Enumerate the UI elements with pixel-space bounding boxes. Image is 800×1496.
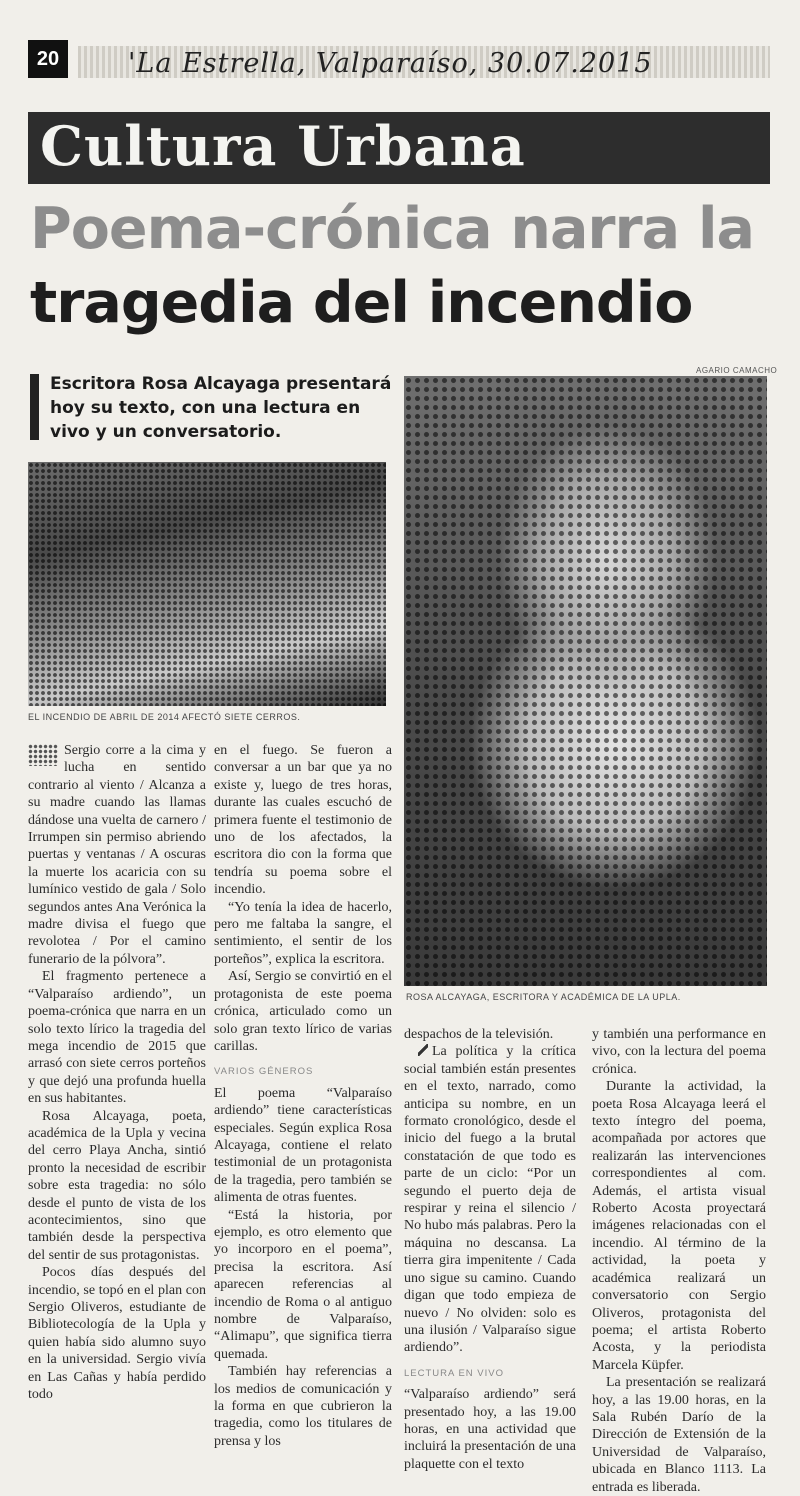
article-column-3: [404, 1026, 576, 1473]
portrait-photo: [404, 376, 767, 986]
paragraph: El fragmento pertenece a “Valparaíso ardiendo”, un poema-crónica que narra en un solo texto lírico la tragedia del mega incendio de 2015 que arrasó con siete cerros porteños y que dejó una profunda huella en sus habitantes.: [28, 969, 206, 1107]
paragraph: despachos de la televisión.: [404, 1027, 554, 1042]
paragraph: El poema “Valparaíso ardiendo” tiene características especiales. Según explica Rosa Alcayaga, contiene el relato testimonial de un protagonista de la tragedia, pero también se alimenta de otras fuentes.: [214, 1085, 392, 1206]
subhead-varios-generos: VARIOS GÉNEROS: [214, 1066, 314, 1078]
paragraph: También hay referencias a los medios de comunicación y la forma en que cubrieron la tragedia, como los titulares de prensa y los: [214, 1364, 392, 1449]
headline-line-2: tragedia del incendio: [30, 270, 693, 336]
paragraph: La presentación se realizará hoy, a las 19.00 horas, en la Sala Rubén Darío de la Dirección de Extensión de la Universidad de Valparaíso, ubicada en Blanco 1113. La entrada es liberada.: [592, 1375, 766, 1495]
fire-photo: [28, 462, 386, 706]
subhead-lectura-en-vivo: LECTURA EN VIVO: [404, 1367, 504, 1379]
paragraph: y también una performance en vivo, con la lectura del poema crónica.: [592, 1027, 766, 1077]
paragraph: “Valparaíso ardiendo” será presentado hoy, a las 19.00 horas, en una actividad que incluirá la presentación de una plaquette con el texto: [404, 1387, 576, 1472]
page-number: 20: [28, 40, 68, 78]
paragraph: Así, Sergio se convirtió en el protagonista de este poema crónica, articulado como un solo gran texto lírico de varias carillas.: [214, 969, 392, 1054]
paragraph: “Está la historia, por ejemplo, es otro elemento que yo incorporo en el poema”, precisa la escritora. Así aparecen referencias al incendio de Roma o al antiguo nombre de Valparaíso, “Alimapu”, que significa tierra quemada.: [214, 1207, 392, 1362]
paragraph: Durante la actividad, la poeta Rosa Alcayaga leerá el texto íntegro del poema, acompañada por actores que realizarán las intervenciones correspondientes al com. Además, el artista visual Roberto Acosta proyectará imágenes relacionadas con el incendio. Al término de la actividad, la poeta y académica realizará un conversatorio con Sergio Oliveros, protagonista del poema; el artista Roberto Acosta, y la periodista Marcela Küpfer.: [592, 1079, 766, 1373]
portrait-photo-caption: ROSA ALCAYAGA, ESCRITORA Y ACADÉMICA DE LA UPLA.: [406, 992, 681, 1002]
paragraph: [404, 1043, 576, 1356]
lead-text: Escritora Rosa Alcayaga presentará hoy su texto, con una lectura en vivo y un conversatorio.: [50, 374, 392, 442]
fire-photo-caption: EL INCENDIO DE ABRIL DE 2014 AFECTÓ SIETE CERROS.: [28, 712, 301, 722]
paragraph: [28, 742, 206, 968]
paragraph: “Yo tenía la idea de hacerlo, pero me faltaba la sangre, el sentimiento, el sentir de los porteños”, explica la escritora.: [214, 899, 392, 967]
article-column-4: [592, 1026, 766, 1496]
photo-credit: AGARIO CAMACHO: [696, 366, 778, 375]
lead-bar: [30, 374, 39, 440]
article-column-2: [214, 742, 392, 1450]
handwritten-note: 'La Estrella, Valparaíso, 30.07.2015: [128, 48, 653, 79]
paragraph-text: La política y la crítica social también están presentes en el texto, narrado, como anticipa su nombre, en un formato cronológico, desde el inicio del fuego a la brutal constatación de que todo es parte de un ciclo: “Por un segundo el puerto deja de respirar y reina el silencio / No hubo más palabras. Pero la máquina no descansa. La tierra gira impenitente / Cada uno sigue su camino. Cuando digan que todo empieza de nuevo / No olviden: solo es una ilusión / Valparaíso sigue ardiendo”.: [404, 1044, 576, 1356]
paragraph-text: Sergio corre a la cima y lucha en sentido contrario al viento / Alcanza a su madre cuando las llamas dándose una vuelta de carnero / Irrumpen sin permiso abriendo puertas y ventanas / A oscuras la muerte los acaricia con su lumínico vestido de gala / Solo segundos antes Ana Verónica la madre divisa el fuego que revolotea / Por el camino funerario de la pólvora”.: [28, 743, 206, 967]
paragraph: en el fuego. Se fueron a conversar a un bar que ya no existe y, luego de tres horas, durante las cuales escuchó de primera fuente el testimonio de uno de los afectados, la escritora dio con la forma que tendría su poema sobre el incendio.: [214, 743, 392, 898]
dropcap-ornament: [28, 744, 58, 766]
quill-icon: [418, 1044, 428, 1056]
headline-line-1: Poema-crónica narra la: [30, 196, 754, 262]
paragraph: Pocos días después del incendio, se topó en el plan con Sergio Oliveros, estudiante de Bibliotecología de la Upla y quien había sido alumno suyo en la universidad. Sergio vivía en Las Cañas y había perdido todo: [28, 1265, 206, 1403]
paragraph: Rosa Alcayaga, poeta, académica de la Upla y vecina del cerro Playa Ancha, sintió pronto la necesidad de escribir sobre esta tragedia: no sólo desde el punto de vista de los acontecimientos, sino que también desde la perspectiva del sentir de sus protagonistas.: [28, 1108, 206, 1263]
article-column-1: [28, 742, 206, 1403]
section-title: Cultura Urbana: [40, 114, 526, 178]
